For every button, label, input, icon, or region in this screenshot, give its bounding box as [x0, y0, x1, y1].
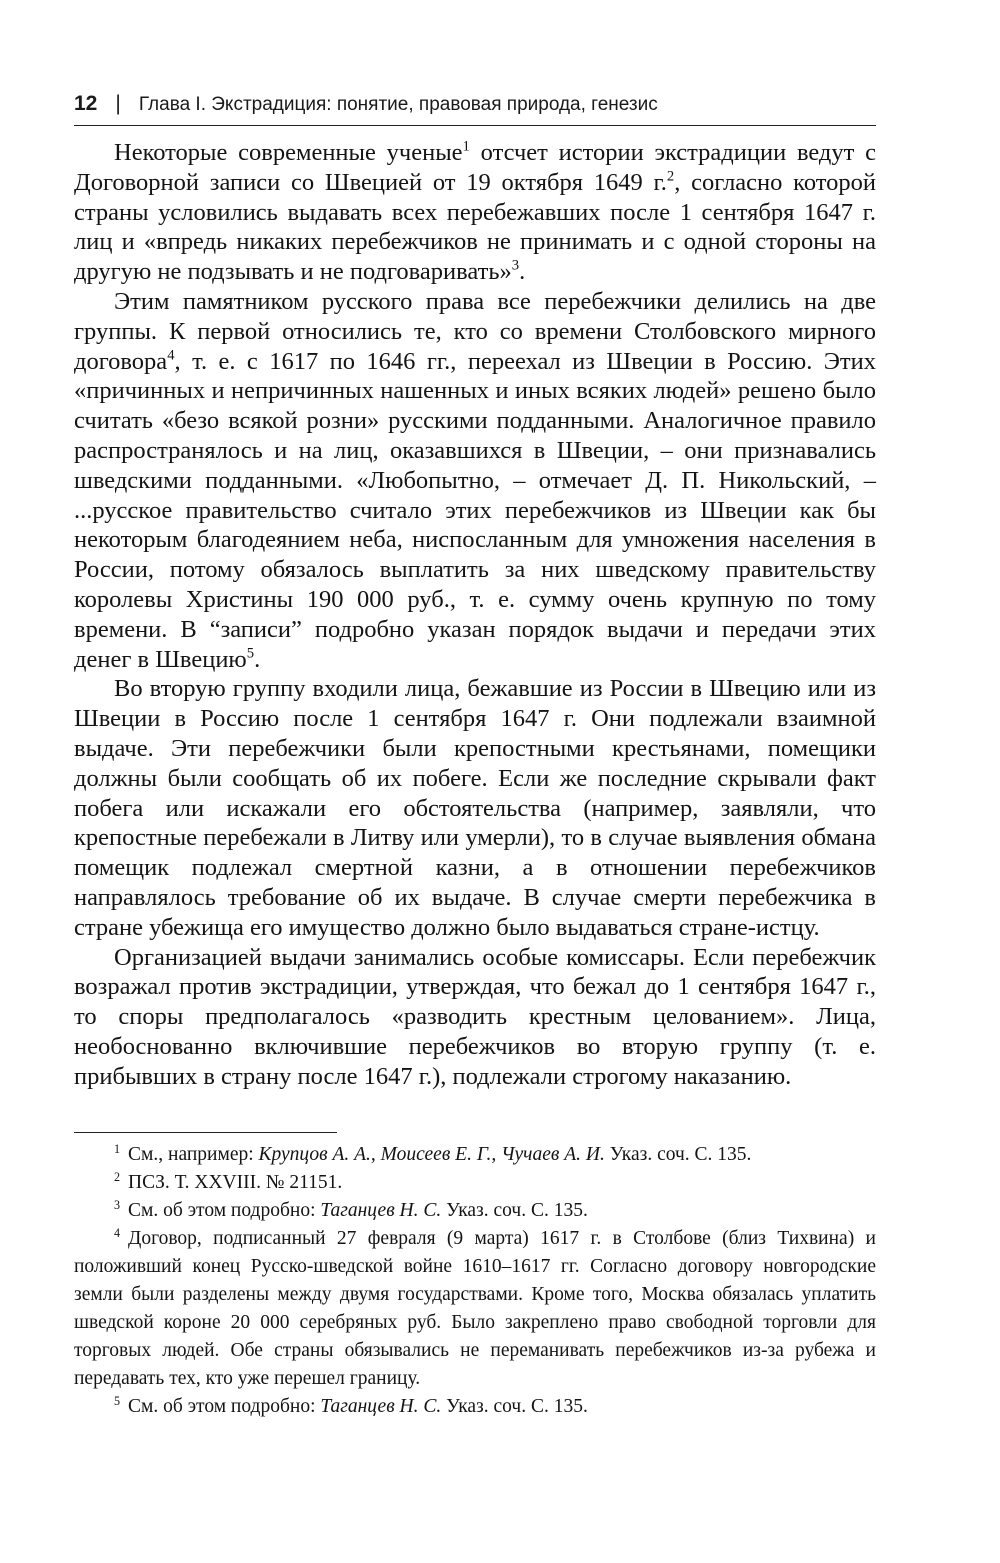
footnote-number: 5	[114, 1393, 121, 1408]
text-run: Этим памятником русского права все перебежчики делились на две группы. К первой относились те, кто со времени Столбовского мирного договора	[74, 287, 876, 375]
text-run: Указ. соч. С. 135.	[604, 1143, 752, 1165]
footnote-number: 2	[114, 1169, 121, 1184]
text-run: .	[519, 258, 526, 286]
paragraph	[74, 138, 876, 287]
book-page	[74, 92, 876, 1421]
author-names: Таганцев Н. С.	[320, 1395, 442, 1417]
footnote-divider	[74, 1132, 337, 1133]
paragraph	[74, 287, 876, 674]
footnote	[74, 1197, 876, 1225]
footnote	[74, 1169, 876, 1197]
footnote-ref: 1	[462, 138, 470, 155]
text-run: См. об этом подробно:	[128, 1199, 321, 1221]
text-run: Некоторые современные ученые	[114, 139, 463, 166]
text-run: Указ. соч. С. 135.	[441, 1199, 588, 1221]
text-run: , т. е. с 1617 по 1646 гг., переехал из Швеции в Россию. Этих «причинных и непричинных нашенных и иных всяких людей» решено было считать «безо всякой розни» русскими подданными. Аналогичное правило распространялось и на лиц, оказавшихся в Швеции, – они признавались шведскими подданными. «Любопытно, – отмечает Д. П. Никольский, – ...русское правительство считало этих перебежчиков из Швеции как бы некоторым благодеянием неба, ниспосланным для умножения населения в России, потому обязалось выплатить за них шведскому правительству королевы Христины 190 000 руб., т. е. сумму очень крупную по тому времени. В “записи” подробно указан порядок выдачи и передачи этих денег в Швецию	[74, 347, 876, 673]
running-header	[74, 92, 876, 126]
chapter-title: Глава I. Экстрадиция: понятие, правовая природа, генезис	[138, 94, 658, 115]
footnote	[74, 1225, 876, 1393]
text-run: Указ. соч. С. 135.	[441, 1395, 588, 1417]
text-run: Договор, подписанный 27 февраля (9 марта) 1617 г. в Столбове (близ Тихвина) и положивший конец Русско-шведской войне 1610–1617 гг. Согласно договору новгородские земли были разделены между двумя государствами. Кроме того, Москва обязалась уплатить шведской короне 20 000 серебряных руб. Было закреплено право свободной торговли для торговых людей. Обе страны обязывались не переманивать перебежчиков из-за рубежа и передавать тех, кто уже перешел границу.	[74, 1227, 876, 1389]
author-names: Таганцев Н. С.	[320, 1199, 442, 1221]
paragraph: Во вторую группу входили лица, бежавшие из России в Швецию или из Швеции в Россию после 1 сентября 1647 г. Они подлежали взаимной выдаче. Эти перебежчики были крепостными крестьянами, помещики должны были сообщать об их побеге. Если же последние скрывали факт побега или искажали его обстоятельства (например, заявляли, что крепостные перебежали в Литву или умерли), то в случае выявления обмана помещик подлежал смертной казни, а в отношении перебежчиков направлялось требование об их выдаче. В случае смерти перебежчика в стране убежища его имущество должно было выдаваться стране-истцу.	[74, 675, 876, 941]
text-run: См. об этом подробно:	[128, 1395, 321, 1417]
footnote-number: 3	[114, 1197, 121, 1212]
footnote	[74, 1141, 876, 1169]
text-run: , согласно которой страны условились выдавать всех перебежавших после 1 сентября 1647 г. лиц и «впредь никаких перебежчиков не принимать и с одной стороны на другую не подзывать и не подговаривать»	[74, 168, 876, 286]
footnote-ref: 5	[246, 645, 255, 661]
paragraph: Организацией выдачи занимались особые комиссары. Если перебежчик возражал против экстрадиции, утверждая, что бежал до 1 сентября 1647 г., то споры предполагалось «разводить крестным целованием». Лица, необоснованно включившие перебежчиков во вторую группу (т. е. прибывших в страну после 1647 г.), подлежали строгому наказанию.	[74, 943, 876, 1090]
footnote-number: 4	[114, 1225, 121, 1240]
text-run: .	[254, 645, 261, 673]
header-separator: |	[115, 92, 121, 115]
text-run: отсчет истории экстрадиции ведут с Договорной записи со Швецией от 19 октября 1649 г.	[74, 139, 876, 196]
text-run: ПСЗ. Т. XXVIII. № 21151.	[128, 1171, 343, 1193]
footnote-ref: 2	[666, 168, 675, 185]
footnote	[74, 1393, 876, 1421]
footnotes	[74, 1141, 876, 1421]
footnote-number: 1	[114, 1141, 121, 1156]
main-text	[74, 138, 876, 1092]
footnote-ref: 4	[167, 347, 175, 364]
text-run: См., например:	[128, 1143, 259, 1165]
page-number: 12	[74, 92, 98, 115]
footnote-ref: 3	[511, 257, 520, 274]
author-names: Крупцов А. А., Моисеев Е. Г., Чучаев А. И.	[258, 1143, 605, 1165]
